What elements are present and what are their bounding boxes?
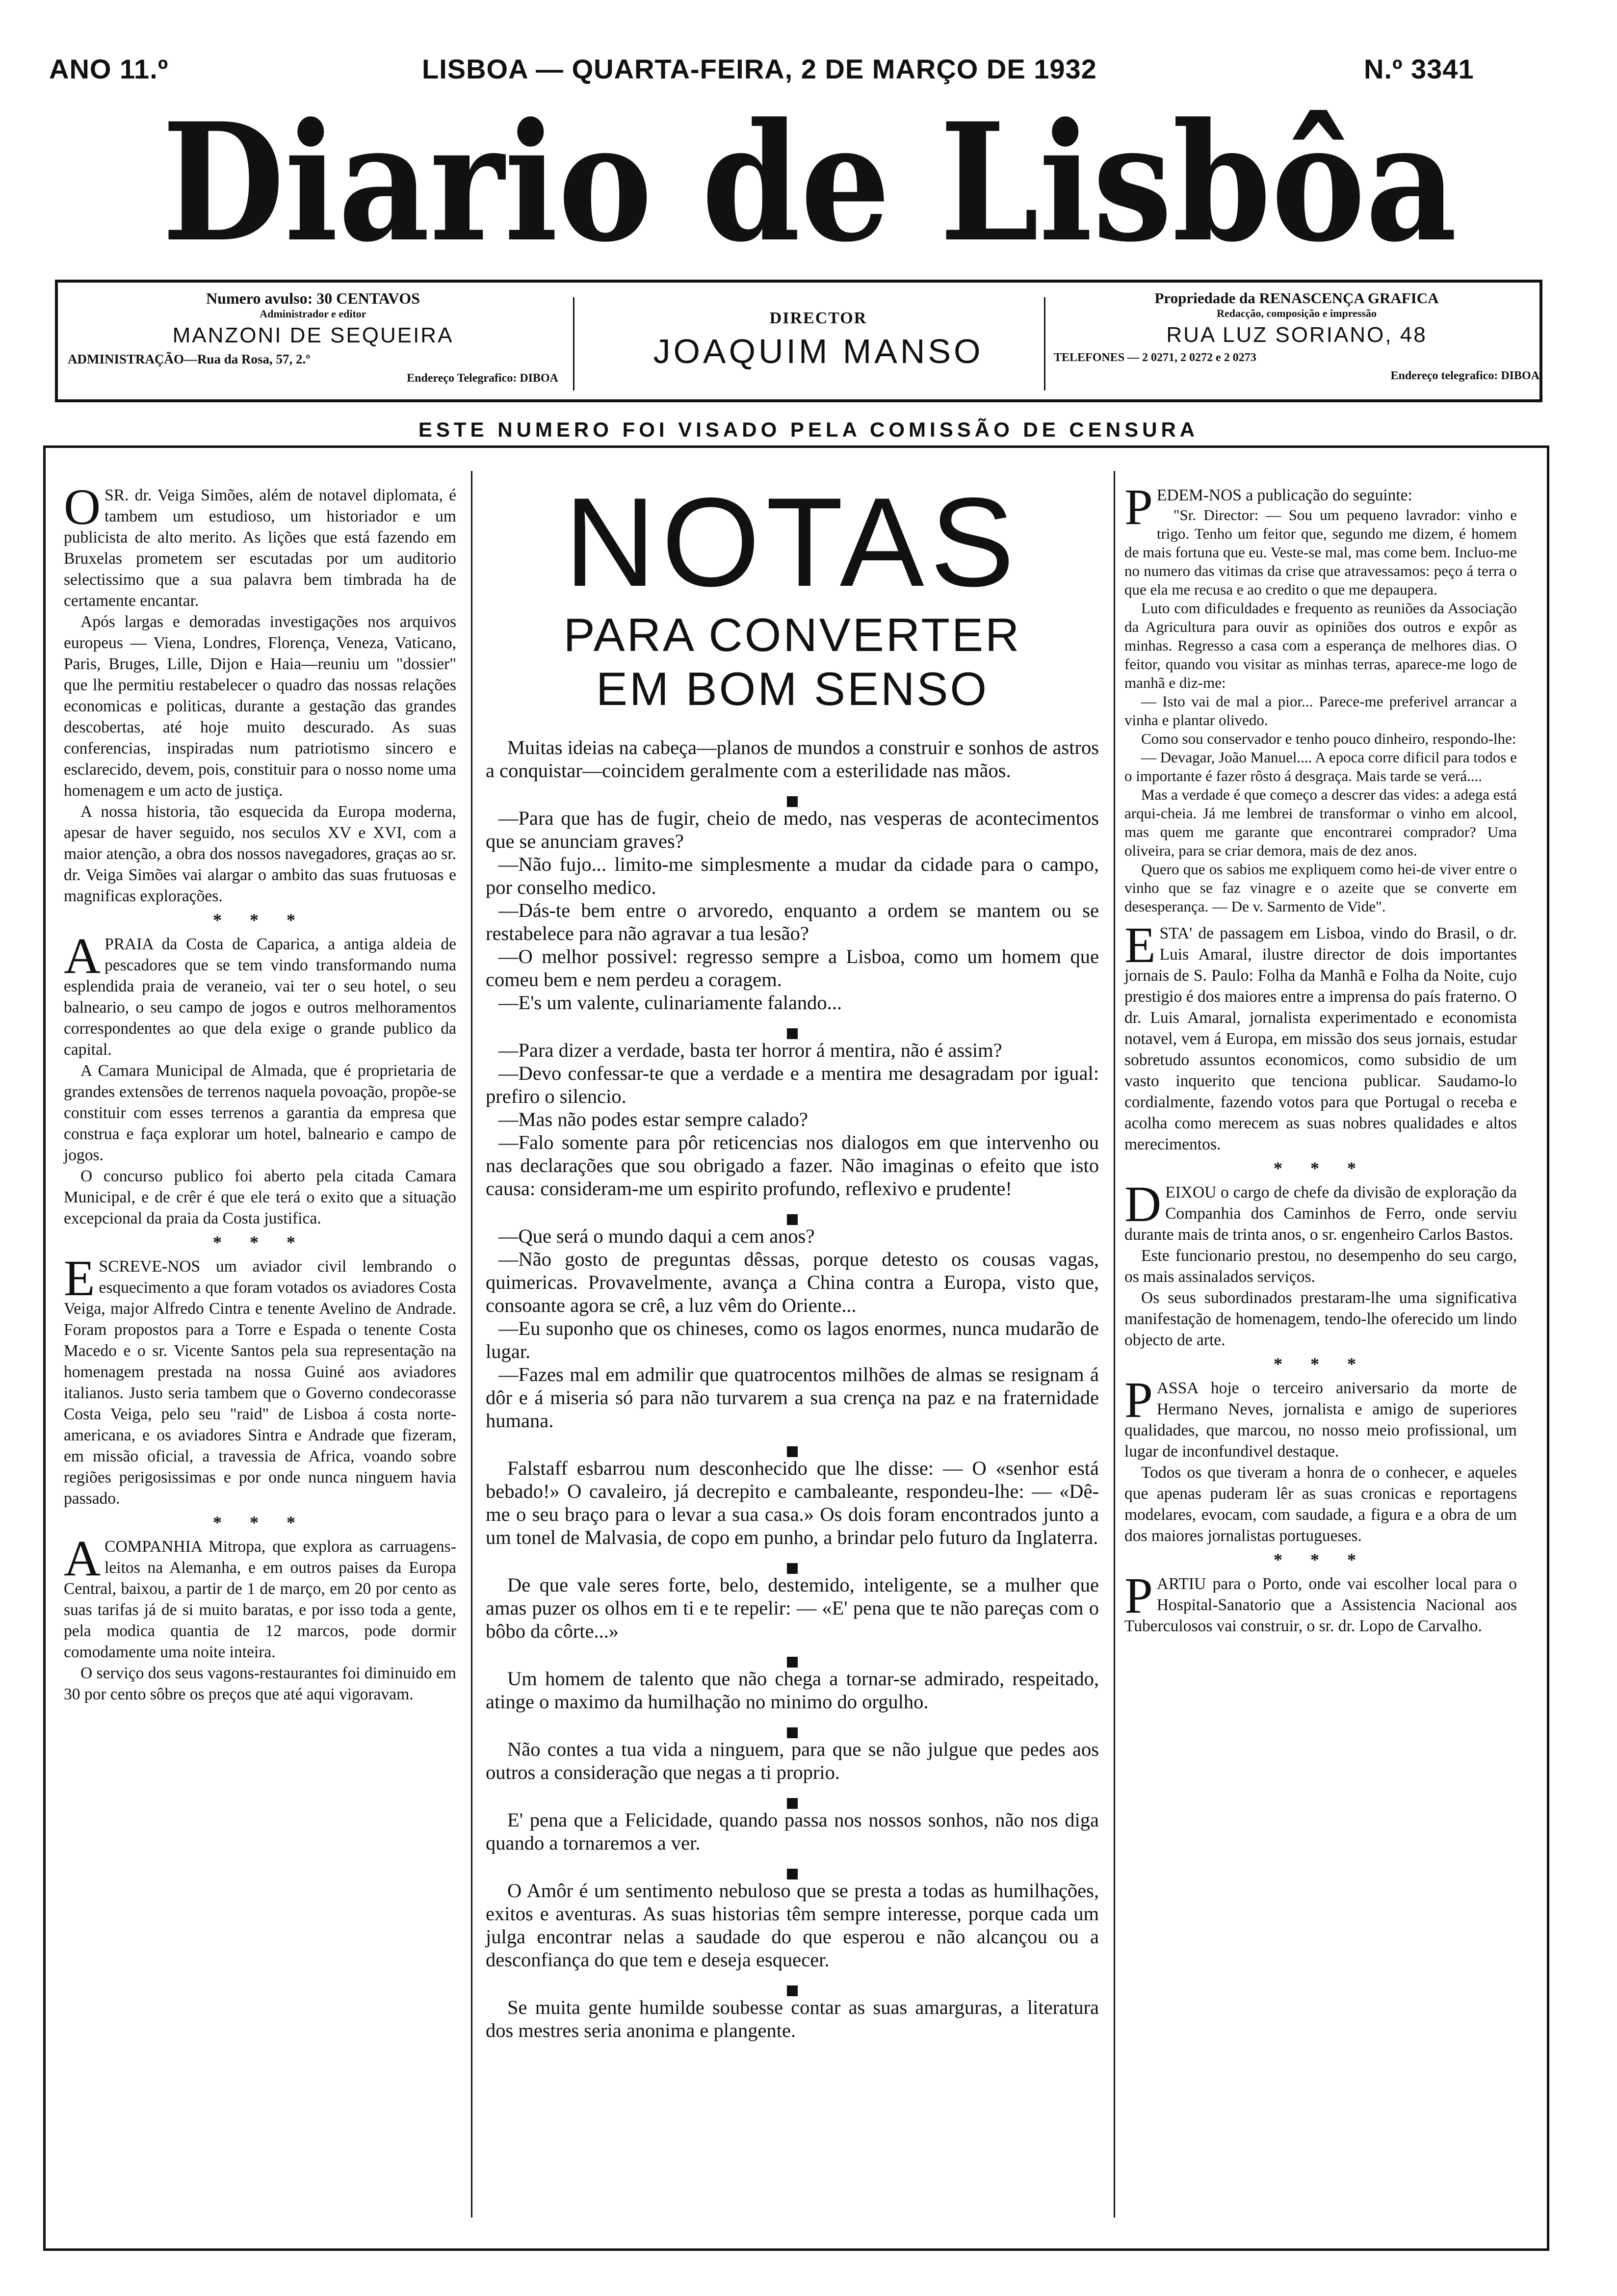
paragraph: — Devagar, João Manuel.... A epoca corre dificil para todos e o importante é fazer rôsto á desgraça. Mais tarde se verá.... bbox=[1124, 749, 1517, 784]
dateline: LISBOA — QUARTA-FEIRA, 2 DE MARÇO DE 1932 bbox=[422, 53, 1097, 84]
drop-cap: A bbox=[64, 928, 101, 984]
headline: NOTAS bbox=[564, 471, 1020, 613]
info-divider-2 bbox=[1044, 297, 1045, 391]
paragraph: O concurso publico foi aberto pela citada Camara Municipal, e de crêr é que ele terá o exito que a situação excepcional da praia da Costa justifica. bbox=[64, 1167, 456, 1227]
drop-cap: O bbox=[64, 479, 101, 535]
paragraph: Quero que os sabios me expliquem como hei-de viver entre o vinho que se faz vinagre e o azeite que se converte em desesperança. — De v. Sarmento de Vide". bbox=[1124, 861, 1517, 915]
info-left bbox=[68, 289, 558, 385]
square-bullet bbox=[486, 1720, 1099, 1733]
paragraph: Como sou conservador e tenho pouco dinheiro, respondo-lhe: bbox=[1141, 730, 1516, 747]
drop-cap: P bbox=[1124, 1372, 1153, 1428]
masthead-info-box bbox=[55, 280, 1542, 402]
section-separator: * * * bbox=[213, 910, 307, 930]
note-paragraph: Falstaff esbarrou num desconhecido que lhe disse: — O «senhor está bebado!» O cavaleiro, já decrepito e cambaleante, respondeu-lhe: — «Dê-me o seu braço para o levar a sua casa.» Os dois foram encontrados junto a um tonel de Malvasia, de copo em punho, a brindar pelo futuro da Inglaterra. bbox=[486, 1457, 1099, 1548]
article-aviadores: ESCREVE-NOS um aviador civil lembrando o esquecimento a que foram votados os aviadores Costa Veiga, major Alfredo Cintra e tenente Avelino de Andrade. Foram propostos para a Torre e Espada o tenente Costa Macedo e o sr. Vicente Santos pela sua representação na homenagem prestada na nossa Guiné aos aviadores italianos. Justo seria tambem que o Governo condecorasse Costa Veiga, pelo seu "raid" de Lisboa á costa norte-americana, e os aviadores Sintra e Andrade que fizeram, em missão oficial, a travessia de Africa, voando sobre regiões perigosissimas e por onde nunca ninguem havia passado. bbox=[64, 1250, 456, 1508]
section-separator: * * * bbox=[1274, 1158, 1368, 1178]
subheadline-1: PARA CONVERTER bbox=[563, 609, 1021, 661]
square-bullet bbox=[486, 789, 1099, 802]
section-separator: * * * bbox=[1274, 1354, 1368, 1374]
note-paragraph: Se muita gente humilde soubesse contar as suas amarguras, a literatura dos mestres seria anonima e plangente. bbox=[486, 1996, 1099, 2041]
dialogue-line: —Falo somente para pôr reticencias nos dialogos em que intervenho ou nas declarações que sou obrigado a fazer. Não imaginas o efeito que isto causa: consideram-me um espirito profundo, reflexivo e prudente! bbox=[486, 1131, 1099, 1200]
paragraph: Este funcionario prestou, no desempenho do seu cargo, os mais assinalados serviços. bbox=[1124, 1247, 1517, 1286]
admin-name: MANZONI DE SEQUEIRA bbox=[172, 323, 454, 347]
article-lavrador-letter: PEDEM-NOS a publicação do seguinte: bbox=[1124, 479, 1412, 535]
dialogue-line: —Não fujo... limito-me simplesmente a mudar da cidade para o campo, por conselho medico. bbox=[486, 853, 1099, 898]
property-line: Propriedade da RENASCENÇA GRAFICA bbox=[1154, 289, 1439, 307]
info-right bbox=[1054, 289, 1539, 383]
square-bullet bbox=[486, 1861, 1099, 1874]
drop-cap: E bbox=[64, 1250, 95, 1306]
dialogue-line: —Eu suponho que os chineses, como os lagos enormes, nunca mudarão de lugar. bbox=[486, 1317, 1099, 1362]
paragraph: A Camara Municipal de Almada, que é proprietaria de grandes extensões de terrenos naquela povoação, propõe-se constituir com esses terrenos a garantia da empresa que construa e faça explorar um hotel, balneario e campo de jogos. bbox=[64, 1062, 456, 1164]
square-bullet bbox=[486, 1439, 1099, 1452]
telephones: TELEFONES — 2 0271, 2 0272 e 2 0273 bbox=[1054, 351, 1256, 364]
drop-cap: P bbox=[1124, 479, 1153, 535]
info-divider-1 bbox=[573, 297, 574, 391]
note-paragraph: De que vale seres forte, belo, destemido, inteligente, se a mulher que amas puzer os olhos em ti e te repelir: — «E' pena que te não pareças com o bôbo da côrte...» bbox=[486, 1574, 1099, 1642]
paragraph: "Sr. Director: — Sou um pequeno lavrador: vinho e trigo. Tenho um feitor que, segundo me dizem, é homem de mais fortuna que eu. Veste-se mal, mas come bem. Incluo-me no numero das vitimas da crise que atravessamos: peço á terra o que ela me recusa e ao credito o que me depaupera. bbox=[1124, 506, 1517, 598]
paragraph: Após largas e demoradas investigações nos arquivos europeus — Viena, Londres, Florença, Veneza, Vaticano, Paris, Bruges, Lille, Dijon e Haia—reuniu um "dossier" que lhe permitiu restabelecer o quadro das nossas relações economicas e politicas, durante a gestação das grandes descobertas, até hoje muito descurado. As suas conferencias, inspiradas num patriotismo sincero e esclarecido, devem, pois, constituir para o nosso nome uma homenagem e um acto de justiça. bbox=[64, 613, 456, 800]
left-column bbox=[64, 479, 456, 1705]
note-paragraph: O Amôr é um sentimento nebuloso que se presta a todas as humilhações, exitos e aventuras. As suas historias têm sempre interesse, porque cada um julga encontrar nelas a saudade do que esperou e não alcançou ou a desconfiança do que tem e deseja esquecer. bbox=[486, 1879, 1099, 1971]
drop-cap: A bbox=[64, 1530, 101, 1587]
paragraph: Luto com dificuldades e frequento as reuniões da Associação da Agricultura para ouvir as opiniões dos outros e expôr as minhas. Regresso a casa com a esperança de melhores dias. O feitor, quando vou visitar as minhas terras, aparece-me logo de manhã e diz-me: bbox=[1124, 600, 1517, 691]
square-bullet bbox=[486, 1978, 1099, 1991]
article-mitropa: ACOMPANHIA Mitropa, que explora as carruagens-leitos na Alemanha, e em outros paises da Europa Central, baixou, a partir de 1 de março, em 20 por cento as suas tarifas já de si muito baratas, e por isso toda a gente, pela modica quantia de 12 marcos, pode dormir comodamente uma noite inteira. bbox=[64, 1530, 456, 1661]
dialogue-line: —Não gosto de preguntas dêssas, porque detesto os cousas vagas, quimericas. Provavelmente, avança a China contra a Europa, visto que, consoante agora se crê, a luz vêm do Oriente... bbox=[486, 1248, 1099, 1316]
telegraphic-address-left: Endereço Telegrafico: DIBOA bbox=[407, 372, 558, 385]
admin-address: ADMINISTRAÇÃO—Rua da Rosa, 57, 2.º bbox=[68, 352, 311, 366]
article-carlos-bastos: DEIXOU o cargo de chefe da divisão de exploração da Companhia dos Caminhos de Ferro, onde serviu durante mais de trinta anos, o sr. engenheiro Carlos Bastos. bbox=[1124, 1176, 1517, 1244]
dialogue-line: —Para que has de fugir, cheio de medo, nas vesperas de acontecimentos que se anunciam graves? bbox=[486, 807, 1099, 852]
paragraph: — Isto vai de mal a pior... Parece-me preferivel arrancar a vinha e plantar olivedo. bbox=[1124, 693, 1517, 729]
column-rule-right bbox=[1114, 471, 1115, 2218]
section-separator: * * * bbox=[213, 1513, 307, 1532]
masthead-title: Diario de Lisbôa bbox=[162, 87, 1457, 278]
paragraph: Mas a verdade é que começo a descrer das vides: a adega está arqui-cheia. Já me lembrei de transformar o vinho em alcool, mas quem me garante que encontrarei comprador? Uma oliveira, para se criar demora, mais de dez anos. bbox=[1124, 786, 1517, 859]
dialogue-line: —Fazes mal em admilir que quatrocentos milhões de almas se resignam á dôr e á miseria só para não turvarem a sua crença na paz e na fraternidade humana. bbox=[486, 1363, 1099, 1432]
paragraph: O serviço dos seus vagons-restaurantes foi diminuido em 30 por cento sôbre os preços que até aqui vigoravam. bbox=[64, 1664, 456, 1703]
square-bullet bbox=[486, 1021, 1099, 1034]
square-bullet bbox=[486, 1649, 1099, 1662]
drop-cap: P bbox=[1124, 1567, 1153, 1624]
square-bullet bbox=[486, 1556, 1099, 1568]
masthead-logo bbox=[147, 82, 1472, 278]
article-costa-caparica: APRAIA da Costa de Caparica, a antiga aldeia de pescadores que se tem vindo transformando numa esplendida praia de veraneio, vai ter o seu hotel, o seu balneario, o seu campo de jogos e outros melhoramentos correspondentes ao que dela exige o grande publico da capital. bbox=[64, 928, 456, 1059]
note-paragraph: Não contes a tua vida a ninguem, para que se não julgue que pedes aos outros a consideração que negas a ti proprio. bbox=[486, 1738, 1099, 1783]
intro-paragraph: Muitas ideias na cabeça—planos de mundos a construir e sonhos de astros a conquistar—coincidem geralmente com a esterilidade nas mãos. bbox=[486, 736, 1099, 782]
info-center bbox=[598, 289, 1039, 371]
dialogue-line: —Mas não podes estar sempre calado? bbox=[498, 1108, 808, 1130]
note-paragraph: Um homem de talento que não chega a tornar-se admirado, respeitado, atinge o maximo da humilhação no minimo do orgulho. bbox=[486, 1668, 1099, 1713]
subheadline-2: EM BOM SENSO bbox=[596, 663, 989, 715]
right-column bbox=[1124, 479, 1517, 1637]
square-bullet bbox=[486, 1791, 1099, 1803]
telegraphic-address-right: Endereço telegrafico: DIBOA bbox=[1390, 369, 1539, 382]
square-bullet bbox=[486, 1207, 1099, 1220]
drop-cap: D bbox=[1124, 1176, 1162, 1232]
issue-year: ANO 11.º bbox=[49, 53, 169, 84]
drop-cap: E bbox=[1124, 917, 1156, 973]
dialogue-line: —Para dizer a verdade, basta ter horror á mentira, não é assim? bbox=[498, 1039, 1002, 1061]
admin-label: Administrador e editor bbox=[260, 308, 366, 320]
article-veiga-simoes: OSR. dr. Veiga Simões, além de notavel diplomata, é tambem um estudioso, um historiador e um publicista de alto merito. As lições que está fazendo em Bruxelas prometem ser escutadas por um auditorio selectissimo que a sua palavra bem timbrada ha de certamente encantar. bbox=[64, 479, 456, 610]
article-luis-amaral: ESTA' de passagem em Lisboa, vindo do Brasil, o dr. Luis Amaral, ilustre director de dois importantes jornais de S. Paulo: Folha da Manhã e Folha da Noite, cujo prestigio é dos maiores entre a imprensa do país fraterno. O dr. Luis Amaral, jornalista experimentado e economista notavel, vem á Europa, em missão dos seus jornais, estudar sobretudo assuntos economicos, como subsidio de um vasto inquerito que tenciona publicar. Saudamo-lo cordialmente, fazendo votos para que Portugal o receba e acolha como merecem as suas nobres qualidades e altos merecimentos. bbox=[1124, 917, 1517, 1153]
paragraph: A nossa historia, tão esquecida da Europa moderna, apesar de haver seguido, nos seculos XV e XVI, com a maior atenção, a obra dos nossos navegadores, graças ao sr. dr. Veiga Simões vai alargar o ambito das suas frutuosas e magnificas explorações. bbox=[64, 803, 456, 905]
note-paragraph: E' pena que a Felicidade, quando passa nos nossos sonhos, não nos diga quando a tornaremos a ver. bbox=[486, 1809, 1099, 1854]
censorship-notice: ESTE NUMERO FOI VISADO PELA COMISSÃO DE CENSURA bbox=[418, 418, 1199, 441]
section-separator: * * * bbox=[1274, 1550, 1368, 1569]
paragraph: Todos os que tiveram a honra de o conhecer, e aqueles que apenas puderam lêr as suas cronicas e reportagens modelares, evocam, com saudade, a figura e a obra de um dos maiores jornalistas portugueses. bbox=[1124, 1463, 1517, 1545]
article-hermano-neves: PASSA hoje o terceiro aniversario da morte de Hermano Neves, jornalista e amigo de superiores qualidades, que marcou, no nosso meio profissional, um lugar de inconfundivel destaque. bbox=[1124, 1372, 1517, 1461]
director-name: JOAQUIM MANSO bbox=[653, 332, 984, 370]
column-rule-left bbox=[471, 471, 472, 2218]
dialogue-line: —Que será o mundo daqui a cem anos? bbox=[498, 1225, 815, 1247]
dialogue-line: —E's um valente, culinariamente falando... bbox=[498, 991, 842, 1014]
director-label: DIRECTOR bbox=[769, 309, 867, 327]
dialogue-line: —Devo confessar-te que a verdade e a mentira me desagradam por igual: prefiro o silencio. bbox=[486, 1062, 1099, 1107]
dialogue-line: —O melhor possivel: regresso sempre a Lisboa, como um homem que comeu bem e nem perdeu a coragem. bbox=[486, 945, 1099, 991]
composition-line: Redacção, composição e impressão bbox=[1217, 307, 1377, 319]
paragraph: Os seus subordinados prestaram-lhe uma significativa manifestação de homenagem, tendo-lhe oferecido um lindo objecto de arte. bbox=[1124, 1289, 1517, 1349]
article-lopo-carvalho: PARTIU para o Porto, onde vai escolher local para o Hospital-Sanatorio que a Assistencia Nacional aos Tuberculosos vai construir, o sr. dr. Lopo de Carvalho. bbox=[1124, 1567, 1517, 1635]
center-column bbox=[486, 471, 1099, 2042]
section-separator: * * * bbox=[213, 1232, 307, 1252]
price-line: Numero avulso: 30 CENTAVOS bbox=[206, 289, 420, 307]
dialogue-line: —Dás-te bem entre o arvoredo, enquanto a ordem se mantem ou se restabelece para não agravar a tua lesão? bbox=[486, 899, 1099, 944]
office-address: RUA LUZ SORIANO, 48 bbox=[1166, 323, 1427, 347]
issue-number: N.º 3341 bbox=[1364, 53, 1474, 84]
